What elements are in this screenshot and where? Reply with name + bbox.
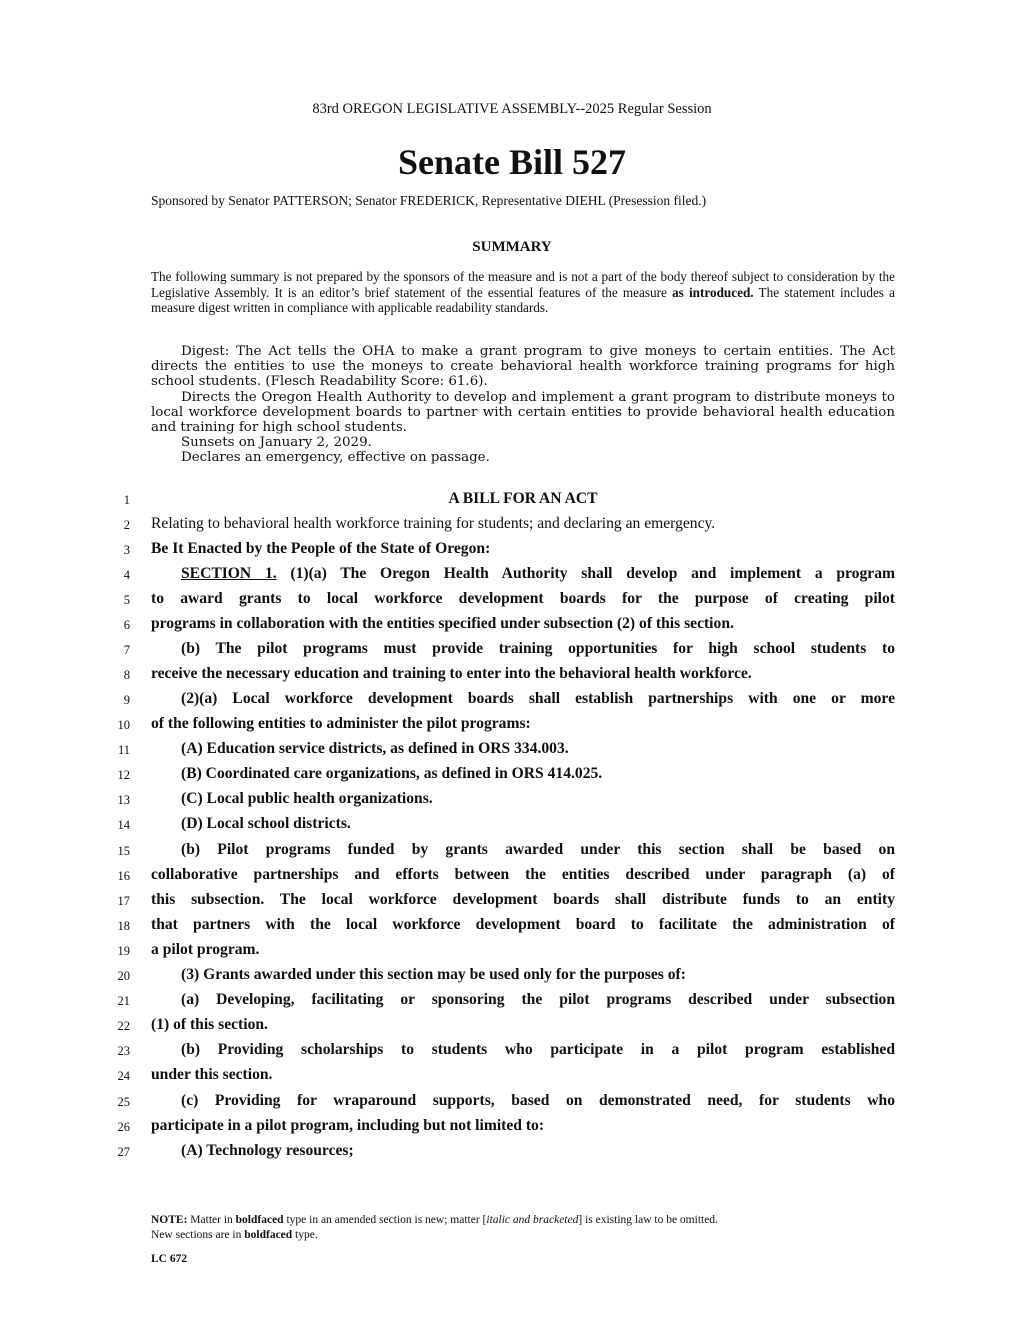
line-number: 27 [117,1145,130,1159]
section-heading: SECTION 1. [181,565,277,582]
bill-text-line: under this section. [151,1066,273,1083]
line-number: 25 [117,1095,130,1109]
line-number: 3 [123,543,130,557]
line-number: 8 [123,668,130,682]
measure-digest [151,344,895,466]
bill-text-line: (C) Local public health organizations. [181,790,433,807]
line-number: 10 [117,718,130,732]
bill-text-line: (A) Technology resources; [181,1142,354,1159]
bill-heading: A BILL FOR AN ACT [448,490,598,507]
line-number: 19 [117,944,130,958]
bill-text-line: (1) of this section. [151,1016,268,1033]
bill-text-line: (b) The pilot programs must provide training opportunities for high school students to [181,640,895,657]
bill-text-line: SECTION 1. (1)(a) The Oregon Health Authority shall develop and implement a program [181,565,895,582]
bill-text-line: of the following entities to administer the pilot programs: [151,715,531,732]
line-number: 24 [117,1069,130,1083]
line-number: 13 [117,793,130,807]
bill-text-line: (B) Coordinated care organizations, as defined in ORS 414.025. [181,765,603,782]
line-number: 12 [117,768,130,782]
line-number: 7 [123,643,130,657]
line-number: 17 [117,894,130,908]
bill-text-line: programs in collaboration with the entities specified under subsection (2) of this section. [151,615,734,632]
line-number: 1 [123,493,130,507]
relating-clause: Relating to behavioral health workforce training for students; and declaring an emergency. [151,515,716,532]
digest-text: Digest: The Act tells the OHA to make a grant program to give moneys to certain entities. The Act directs the entities to use the moneys to create behavioral health workforce training programs for high school students. (Flesch Readability Score: 61.6). [151,344,895,390]
emergency-text: Declares an emergency, effective on passage. [181,450,490,466]
bill-text-line: participate in a pilot program, including but not limited to: [151,1117,545,1134]
line-number: 9 [123,693,130,707]
line-number: 20 [117,969,130,983]
line-number: 16 [117,869,130,883]
bill-text-line: (3) Grants awarded under this section may be used only for the purposes of: [181,966,686,983]
bill-text-line: a pilot program. [151,941,260,958]
footer-note: NOTE: Matter in boldfaced type in an amended section is new; matter [italic and bracketed] is existing law to be omitted. New sections are in boldfaced type. [151,1214,718,1241]
bill-text-line: (2)(a) Local workforce development boards shall establish partnerships with one or more [181,690,895,707]
line-number: 15 [117,844,130,858]
bill-text-line: (a) Developing, facilitating or sponsoring the pilot programs described under subsection [181,991,895,1008]
line-number: 26 [117,1120,130,1134]
directs-text: Directs the Oregon Health Authority to develop and implement a grant program to distribute moneys to local workforce development boards to partner with certain entities to provide behavioral health education and training for high school students. [151,389,895,436]
bill-text-line: (D) Local school districts. [181,815,351,832]
bill-text-line: that partners with the local workforce development board to facilitate the administration of [151,916,895,933]
line-number: 21 [117,994,130,1008]
summary-heading: SUMMARY [472,239,552,255]
summary-intro: The following summary is not prepared by the sponsors of the measure and is not a part of the body thereof subject to consideration by the Legislative Assembly. It is an editor’s brief statement of the essential features of the measure as introduced. The statement includes a measure digest written in compliance with applicable readability standards. [151,269,895,315]
line-number: 14 [117,818,130,832]
session-header: 83rd OREGON LEGISLATIVE ASSEMBLY--2025 Regular Session [312,101,712,117]
bill-text-line: this subsection. The local workforce development boards shall distribute funds to an entity [151,891,895,908]
bill-text-line: (c) Providing for wraparound supports, based on demonstrated need, for students who [181,1092,895,1109]
enacting-clause: Be It Enacted by the People of the State of Oregon: [151,540,491,557]
line-number: 5 [123,593,130,607]
bill-text-line: (b) Providing scholarships to students who participate in a pilot program established [181,1041,895,1058]
sponsors: Sponsored by Senator PATTERSON; Senator FREDERICK, Representative DIEHL (Presession filed.) [151,193,707,208]
lc-number: LC 672 [151,1253,188,1265]
line-number: 2 [123,518,130,532]
sunsets-text: Sunsets on January 2, 2029. [181,435,372,451]
line-number: 18 [117,919,130,933]
line-number: 4 [123,568,130,582]
bill-text-line: receive the necessary education and training to enter into the behavioral health workforce. [151,665,752,682]
line-number: 22 [117,1019,130,1033]
page-title: Senate Bill 527 [397,142,626,182]
bill-text-line: to award grants to local workforce development boards for the purpose of creating pilot [151,590,895,607]
line-number: 23 [117,1044,130,1058]
line-number: 11 [117,743,130,757]
line-number: 6 [123,618,130,632]
bill-text-line: (b) Pilot programs funded by grants awarded under this section shall be based on [181,841,895,858]
bill-text-line: (A) Education service districts, as defined in ORS 334.003. [181,740,569,757]
bill-text-line: collaborative partnerships and efforts between the entities described under paragraph (a) of [151,866,895,883]
